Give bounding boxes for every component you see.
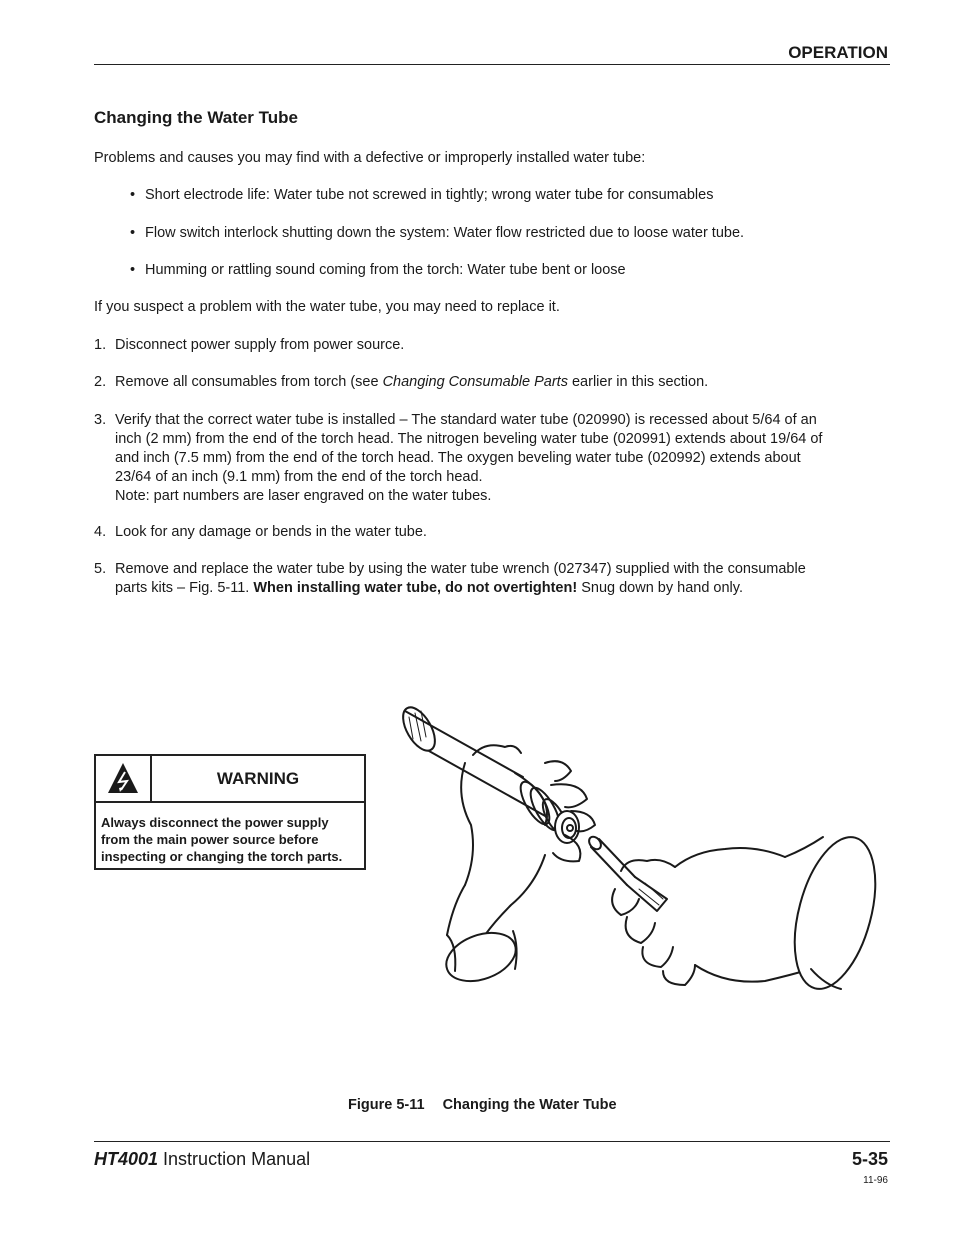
warning-icon-cell bbox=[96, 756, 152, 803]
manual-label: Instruction Manual bbox=[158, 1149, 311, 1169]
warning-line: from the main power source before bbox=[101, 832, 319, 847]
list-item bbox=[130, 224, 744, 243]
step-1 bbox=[94, 336, 894, 355]
list-item bbox=[130, 186, 713, 205]
step-note: Note: part numbers are laser engraved on the water tubes. bbox=[115, 488, 492, 504]
step-number: 3. bbox=[94, 412, 107, 428]
step-4 bbox=[94, 523, 894, 542]
figure-caption-text: Changing the Water Tube bbox=[442, 1097, 617, 1113]
bullet-text: Humming or rattling sound coming from the torch: Water tube bent or loose bbox=[145, 262, 626, 278]
water-tube-illustration bbox=[395, 685, 885, 1005]
step-text bbox=[115, 373, 894, 392]
electrical-hazard-icon bbox=[96, 756, 150, 801]
step-line: 23/64 of an inch (9.1 mm) from the end of the torch head. bbox=[115, 469, 483, 485]
warning-text bbox=[101, 814, 360, 865]
bullet-dot: • bbox=[130, 187, 136, 203]
step-number: 5. bbox=[94, 561, 107, 577]
step-text-pre: Remove all consumables from torch (see bbox=[115, 374, 383, 390]
left-hand bbox=[440, 745, 595, 990]
step-line: Verify that the correct water tube is installed – The standard water tube (020990) is recessed about 5/64 of an bbox=[115, 412, 817, 428]
torch-body bbox=[397, 702, 579, 843]
warning-title: WARNING bbox=[152, 756, 364, 803]
step-number: 1. bbox=[94, 337, 107, 353]
model-name: HT4001 bbox=[94, 1149, 159, 1169]
bullet-text: Short electrode life: Water tube not screwed in tightly; wrong water tube for consumables bbox=[145, 187, 714, 203]
step-line bbox=[115, 579, 894, 598]
footer-manual-title bbox=[94, 1149, 310, 1170]
step-text-post: Snug down by hand only. bbox=[577, 580, 743, 596]
warning-line: inspecting or changing the torch parts. bbox=[101, 849, 343, 864]
step-text bbox=[115, 411, 894, 506]
warning-box bbox=[94, 754, 366, 870]
figure-label: Figure 5-11 bbox=[348, 1097, 425, 1113]
step-number: 2. bbox=[94, 374, 107, 390]
step-text-post: earlier in this section. bbox=[567, 374, 709, 390]
page-title: Changing the Water Tube bbox=[94, 108, 298, 127]
step-3 bbox=[94, 411, 894, 506]
page-number: 5-35 bbox=[851, 1149, 888, 1169]
bullet-dot: • bbox=[130, 225, 136, 241]
step-line: Remove and replace the water tube by using the water tube wrench (027347) supplied with the consumable bbox=[115, 561, 806, 577]
step-5 bbox=[94, 560, 894, 598]
step-text bbox=[115, 560, 894, 598]
bullet-text: Flow switch interlock shutting down the system: Water flow restricted due to loose water tube. bbox=[145, 225, 745, 241]
figure-caption bbox=[348, 1097, 617, 1113]
step-number: 4. bbox=[94, 524, 107, 540]
step-2 bbox=[94, 373, 894, 392]
step-text: Disconnect power supply from power source. bbox=[115, 337, 405, 353]
suspect-paragraph: If you suspect a problem with the water tube, you may need to replace it. bbox=[94, 299, 560, 315]
step-text-reference: Changing Consumable Parts bbox=[382, 374, 568, 390]
overtighten-warning: When installing water tube, do not overtighten! bbox=[253, 580, 578, 596]
bullet-dot: • bbox=[130, 262, 136, 278]
water-tube-wrench bbox=[587, 834, 667, 911]
footer-divider bbox=[94, 1141, 890, 1142]
list-item bbox=[130, 261, 626, 280]
step-text-pre: parts kits – Fig. 5-11. bbox=[115, 580, 254, 596]
header-divider bbox=[94, 64, 890, 65]
step-text: Look for any damage or bends in the water tube. bbox=[115, 524, 427, 540]
revision-date: 11-96 bbox=[863, 1175, 888, 1186]
step-line: inch (2 mm) from the end of the torch head. The nitrogen beveling water tube (020991) extends about 19/64 of bbox=[115, 431, 823, 447]
section-header: OPERATION bbox=[788, 43, 888, 62]
step-line: and inch (7.5 mm) from the end of the torch head. The oxygen beveling water tube (020992) extends about bbox=[115, 450, 801, 466]
intro-paragraph: Problems and causes you may find with a defective or improperly installed water tube: bbox=[94, 150, 646, 166]
warning-line: Always disconnect the power supply bbox=[101, 815, 329, 830]
right-hand bbox=[612, 828, 885, 997]
